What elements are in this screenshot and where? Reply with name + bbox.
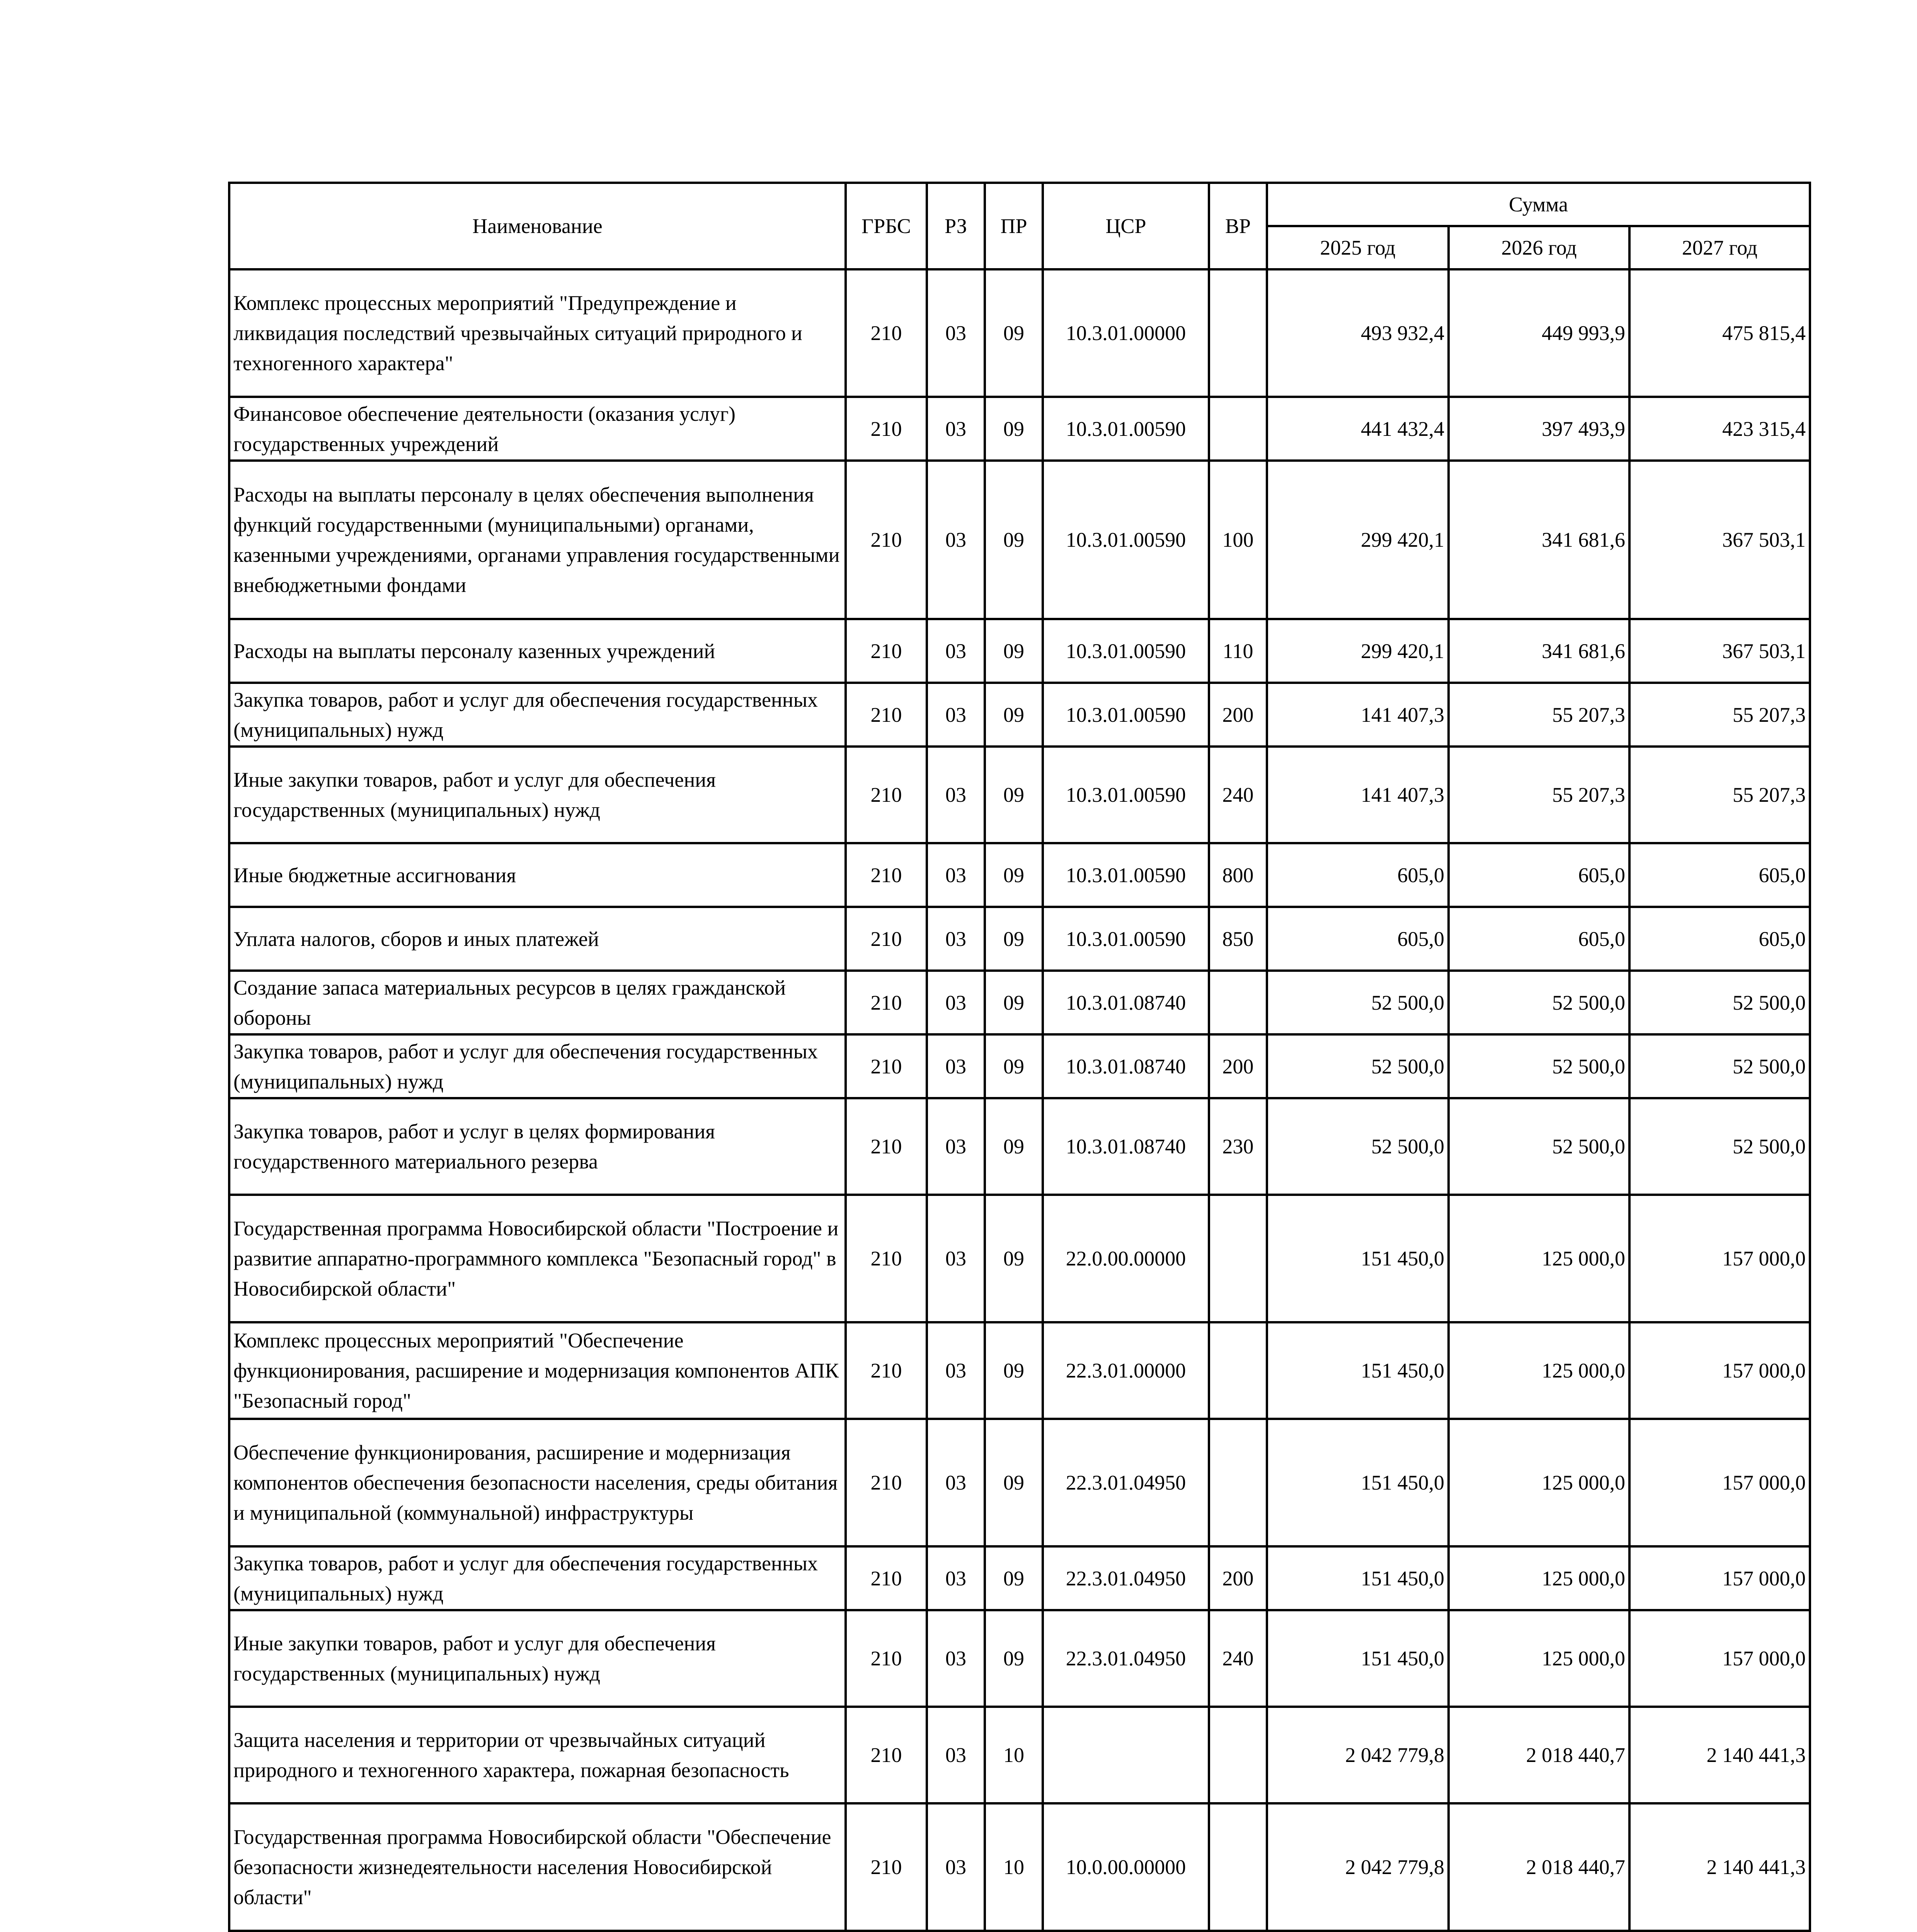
row-grbs: 210	[846, 907, 927, 971]
table-row	[229, 1419, 1810, 1546]
row-amount-2025: 299 420,1	[1267, 619, 1449, 683]
row-vr: 240	[1209, 747, 1267, 843]
row-amount-2026: 605,0	[1449, 907, 1629, 971]
row-amount-2025: 52 500,0	[1267, 971, 1449, 1034]
row-amount-2025: 2 042 779,8	[1267, 1803, 1449, 1931]
row-name: Иные закупки товаров, работ и услуг для обеспечения государственных (муниципальных) нужд	[229, 747, 846, 843]
row-amount-2025: 141 407,3	[1267, 683, 1449, 747]
row-vr	[1209, 1803, 1267, 1931]
row-pr: 09	[985, 1322, 1043, 1419]
row-name: Иные бюджетные ассигнования	[229, 843, 846, 907]
row-amount-2027: 52 500,0	[1629, 971, 1810, 1034]
row-name: Закупка товаров, работ и услуг для обеспечения государственных (муниципальных) нужд	[229, 1546, 846, 1610]
table-row	[229, 971, 1810, 1034]
row-name: Защита населения и территории от чрезвычайных ситуаций природного и техногенного характера, пожарная безопасность	[229, 1707, 846, 1803]
row-rz: 03	[927, 269, 985, 397]
row-amount-2027: 157 000,0	[1629, 1195, 1810, 1322]
header-year-2025: 2025 год	[1267, 226, 1449, 269]
row-grbs: 210	[846, 1098, 927, 1195]
header-vr: ВР	[1209, 183, 1267, 269]
row-pr: 09	[985, 1610, 1043, 1707]
row-pr: 10	[985, 1803, 1043, 1931]
row-amount-2027: 157 000,0	[1629, 1419, 1810, 1546]
row-amount-2027: 2 140 441,3	[1629, 1707, 1810, 1803]
row-rz: 03	[927, 1546, 985, 1610]
row-amount-2025: 141 407,3	[1267, 747, 1449, 843]
row-grbs: 210	[846, 1034, 927, 1098]
row-pr: 09	[985, 683, 1043, 747]
row-rz: 03	[927, 907, 985, 971]
row-pr: 09	[985, 1034, 1043, 1098]
row-csr: 10.3.01.00590	[1043, 907, 1209, 971]
row-amount-2025: 151 450,0	[1267, 1419, 1449, 1546]
row-amount-2026: 2 018 440,7	[1449, 1707, 1629, 1803]
table-header	[229, 183, 1810, 269]
row-amount-2027: 605,0	[1629, 843, 1810, 907]
row-grbs: 210	[846, 1322, 927, 1419]
row-amount-2026: 55 207,3	[1449, 747, 1629, 843]
row-amount-2025: 493 932,4	[1267, 269, 1449, 397]
row-amount-2025: 151 450,0	[1267, 1546, 1449, 1610]
row-pr: 09	[985, 747, 1043, 843]
table-row	[229, 269, 1810, 397]
row-csr: 10.3.01.00590	[1043, 747, 1209, 843]
row-amount-2027: 367 503,1	[1629, 619, 1810, 683]
row-grbs: 210	[846, 1419, 927, 1546]
row-vr	[1209, 269, 1267, 397]
table-row	[229, 461, 1810, 619]
row-rz: 03	[927, 1034, 985, 1098]
row-csr: 10.0.00.00000	[1043, 1803, 1209, 1931]
row-vr: 110	[1209, 619, 1267, 683]
row-amount-2026: 397 493,9	[1449, 397, 1629, 461]
row-csr: 22.0.00.00000	[1043, 1195, 1209, 1322]
header-grbs: ГРБС	[846, 183, 927, 269]
row-rz: 03	[927, 843, 985, 907]
table-row	[229, 1803, 1810, 1931]
table-row	[229, 907, 1810, 971]
row-vr: 200	[1209, 1034, 1267, 1098]
row-grbs: 210	[846, 1803, 927, 1931]
row-name: Обеспечение функционирования, расширение и модернизация компонентов обеспечения безопасности населения, среды обитания и муниципальной (коммунальной) инфраструктуры	[229, 1419, 846, 1546]
row-grbs: 210	[846, 1195, 927, 1322]
row-amount-2027: 52 500,0	[1629, 1098, 1810, 1195]
row-grbs: 210	[846, 1546, 927, 1610]
row-csr: 22.3.01.00000	[1043, 1322, 1209, 1419]
row-grbs: 210	[846, 683, 927, 747]
row-vr: 800	[1209, 843, 1267, 907]
row-grbs: 210	[846, 269, 927, 397]
table-row	[229, 1195, 1810, 1322]
header-sum: Сумма	[1267, 183, 1810, 226]
row-amount-2026: 52 500,0	[1449, 1034, 1629, 1098]
table-body	[229, 269, 1810, 1932]
row-rz: 03	[927, 971, 985, 1034]
row-name: Государственная программа Новосибирской области "Обеспечение безопасности жизнедеятельности населения Новосибирской области"	[229, 1803, 846, 1931]
row-amount-2026: 52 500,0	[1449, 1098, 1629, 1195]
row-amount-2027: 2 140 441,3	[1629, 1803, 1810, 1931]
row-amount-2026: 125 000,0	[1449, 1322, 1629, 1419]
row-vr	[1209, 1419, 1267, 1546]
row-csr: 10.3.01.00590	[1043, 397, 1209, 461]
row-vr	[1209, 971, 1267, 1034]
row-rz: 03	[927, 1803, 985, 1931]
table-row	[229, 683, 1810, 747]
row-grbs: 210	[846, 747, 927, 843]
header-year-2026: 2026 год	[1449, 226, 1629, 269]
row-rz: 03	[927, 1098, 985, 1195]
row-pr: 09	[985, 843, 1043, 907]
row-name: Уплата налогов, сборов и иных платежей	[229, 907, 846, 971]
budget-table	[228, 182, 1811, 1932]
table-row	[229, 397, 1810, 461]
row-csr: 10.3.01.00590	[1043, 683, 1209, 747]
row-pr: 09	[985, 1546, 1043, 1610]
row-csr: 10.3.01.08740	[1043, 1034, 1209, 1098]
header-rz: РЗ	[927, 183, 985, 269]
row-csr: 22.3.01.04950	[1043, 1546, 1209, 1610]
table-row	[229, 1098, 1810, 1195]
row-csr: 22.3.01.04950	[1043, 1419, 1209, 1546]
row-vr: 850	[1209, 907, 1267, 971]
row-pr: 09	[985, 461, 1043, 619]
row-name: Закупка товаров, работ и услуг в целях формирования государственного материального резерва	[229, 1098, 846, 1195]
row-amount-2026: 449 993,9	[1449, 269, 1629, 397]
row-name: Комплекс процессных мероприятий "Обеспечение функционирования, расширение и модернизация компонентов АПК "Безопасный город"	[229, 1322, 846, 1419]
row-rz: 03	[927, 397, 985, 461]
row-pr: 10	[985, 1707, 1043, 1803]
table-row	[229, 1546, 1810, 1610]
row-vr	[1209, 1322, 1267, 1419]
row-rz: 03	[927, 1610, 985, 1707]
row-amount-2026: 125 000,0	[1449, 1195, 1629, 1322]
row-rz: 03	[927, 619, 985, 683]
row-amount-2025: 2 042 779,8	[1267, 1707, 1449, 1803]
row-amount-2027: 367 503,1	[1629, 461, 1810, 619]
row-amount-2026: 605,0	[1449, 843, 1629, 907]
row-csr: 10.3.01.00590	[1043, 619, 1209, 683]
row-pr: 09	[985, 1195, 1043, 1322]
row-name: Государственная программа Новосибирской области "Построение и развитие аппаратно-программного комплекса "Безопасный город" в Новосибирской области"	[229, 1195, 846, 1322]
row-amount-2026: 125 000,0	[1449, 1419, 1629, 1546]
row-amount-2025: 605,0	[1267, 907, 1449, 971]
row-rz: 03	[927, 1707, 985, 1803]
row-amount-2026: 125 000,0	[1449, 1610, 1629, 1707]
row-amount-2026: 2 018 440,7	[1449, 1803, 1629, 1931]
table-row	[229, 1322, 1810, 1419]
row-amount-2025: 52 500,0	[1267, 1098, 1449, 1195]
row-amount-2027: 605,0	[1629, 907, 1810, 971]
row-amount-2025: 151 450,0	[1267, 1322, 1449, 1419]
row-name: Закупка товаров, работ и услуг для обеспечения государственных (муниципальных) нужд	[229, 1034, 846, 1098]
row-vr: 230	[1209, 1098, 1267, 1195]
row-name: Закупка товаров, работ и услуг для обеспечения государственных (муниципальных) нужд	[229, 683, 846, 747]
row-amount-2025: 52 500,0	[1267, 1034, 1449, 1098]
row-csr: 10.3.01.00000	[1043, 269, 1209, 397]
row-amount-2025: 151 450,0	[1267, 1610, 1449, 1707]
row-grbs: 210	[846, 397, 927, 461]
row-amount-2027: 52 500,0	[1629, 1034, 1810, 1098]
row-grbs: 210	[846, 843, 927, 907]
row-pr: 09	[985, 907, 1043, 971]
row-pr: 09	[985, 397, 1043, 461]
table-row	[229, 747, 1810, 843]
row-grbs: 210	[846, 971, 927, 1034]
row-name: Расходы на выплаты персоналу в целях обеспечения выполнения функций государственными (муниципальными) органами, казенными учреждениями, органами управления государственными внебюджетными фондами	[229, 461, 846, 619]
row-name: Создание запаса материальных ресурсов в целях гражданской обороны	[229, 971, 846, 1034]
row-csr: 22.3.01.04950	[1043, 1610, 1209, 1707]
row-rz: 03	[927, 1322, 985, 1419]
row-amount-2026: 341 681,6	[1449, 461, 1629, 619]
row-csr	[1043, 1707, 1209, 1803]
row-name: Комплекс процессных мероприятий "Предупреждение и ликвидация последствий чрезвычайных ситуаций природного и техногенного характера"	[229, 269, 846, 397]
row-amount-2026: 125 000,0	[1449, 1546, 1629, 1610]
row-pr: 09	[985, 619, 1043, 683]
row-amount-2025: 299 420,1	[1267, 461, 1449, 619]
row-pr: 09	[985, 971, 1043, 1034]
row-amount-2027: 55 207,3	[1629, 683, 1810, 747]
row-rz: 03	[927, 747, 985, 843]
table-row	[229, 1034, 1810, 1098]
row-grbs: 210	[846, 461, 927, 619]
row-csr: 10.3.01.08740	[1043, 1098, 1209, 1195]
row-vr	[1209, 1707, 1267, 1803]
row-rz: 03	[927, 461, 985, 619]
row-amount-2027: 55 207,3	[1629, 747, 1810, 843]
row-amount-2025: 441 432,4	[1267, 397, 1449, 461]
row-rz: 03	[927, 683, 985, 747]
row-amount-2026: 52 500,0	[1449, 971, 1629, 1034]
row-grbs: 210	[846, 1610, 927, 1707]
row-amount-2026: 55 207,3	[1449, 683, 1629, 747]
row-pr: 09	[985, 1419, 1043, 1546]
row-vr: 240	[1209, 1610, 1267, 1707]
row-rz: 03	[927, 1195, 985, 1322]
row-amount-2027: 475 815,4	[1629, 269, 1810, 397]
row-vr	[1209, 1195, 1267, 1322]
row-grbs: 210	[846, 619, 927, 683]
row-amount-2026: 341 681,6	[1449, 619, 1629, 683]
row-amount-2027: 157 000,0	[1629, 1322, 1810, 1419]
row-vr: 200	[1209, 1546, 1267, 1610]
table-row	[229, 1610, 1810, 1707]
row-vr: 200	[1209, 683, 1267, 747]
row-vr: 100	[1209, 461, 1267, 619]
row-amount-2027: 423 315,4	[1629, 397, 1810, 461]
row-name: Иные закупки товаров, работ и услуг для обеспечения государственных (муниципальных) нужд	[229, 1610, 846, 1707]
row-csr: 10.3.01.00590	[1043, 461, 1209, 619]
row-csr: 10.3.01.00590	[1043, 843, 1209, 907]
table-row	[229, 843, 1810, 907]
row-csr: 10.3.01.08740	[1043, 971, 1209, 1034]
row-name: Расходы на выплаты персоналу казенных учреждений	[229, 619, 846, 683]
row-amount-2027: 157 000,0	[1629, 1546, 1810, 1610]
row-pr: 09	[985, 269, 1043, 397]
row-rz: 03	[927, 1419, 985, 1546]
table-row	[229, 619, 1810, 683]
row-grbs: 210	[846, 1707, 927, 1803]
header-year-2027: 2027 год	[1629, 226, 1810, 269]
row-name: Финансовое обеспечение деятельности (оказания услуг) государственных учреждений	[229, 397, 846, 461]
row-amount-2025: 605,0	[1267, 843, 1449, 907]
header-name: Наименование	[229, 183, 846, 269]
row-amount-2025: 151 450,0	[1267, 1195, 1449, 1322]
header-pr: ПР	[985, 183, 1043, 269]
header-csr: ЦСР	[1043, 183, 1209, 269]
row-amount-2027: 157 000,0	[1629, 1610, 1810, 1707]
table-row	[229, 1707, 1810, 1803]
row-vr	[1209, 397, 1267, 461]
row-pr: 09	[985, 1098, 1043, 1195]
